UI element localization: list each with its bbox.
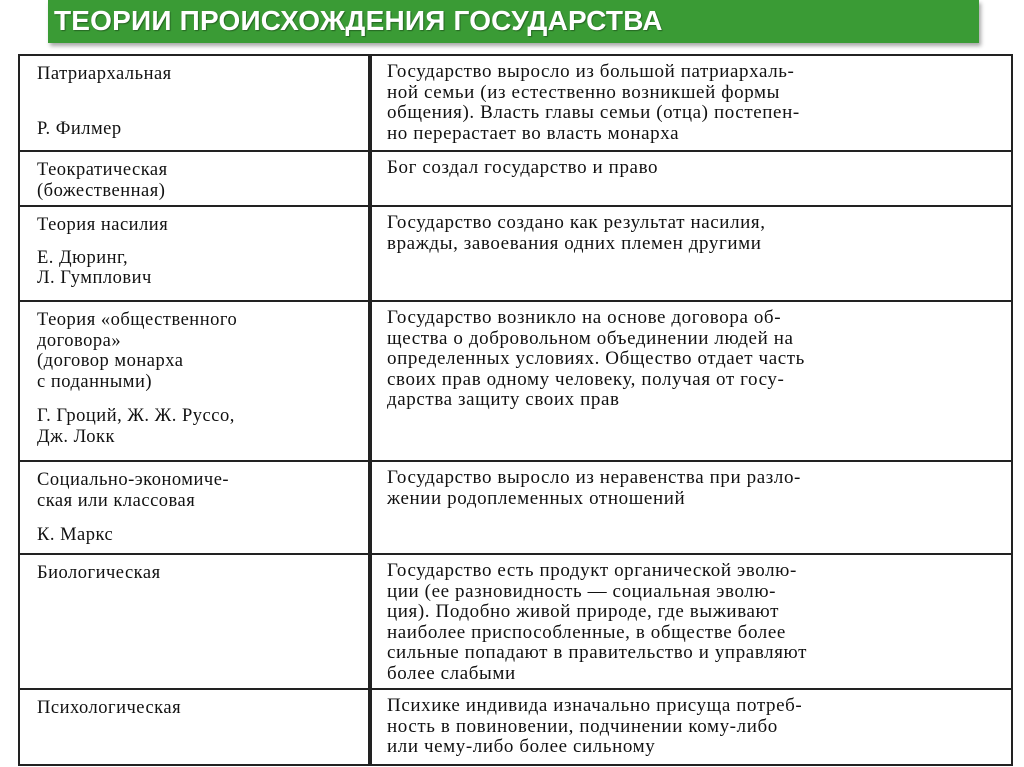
description-line: или чему-либо более сильному [387,736,656,757]
theory-author: Л. Гумплович [37,268,152,288]
description-line: ции (ее разновидность — социальная эволю- [387,580,777,602]
table-row [19,151,1012,206]
table-row [19,55,1012,151]
theory-author: Р. Филмер [37,118,122,139]
table-row [19,689,1012,765]
description-line: Государство возникло на основе договора об- [387,307,782,328]
title-banner [48,0,979,43]
theory-description-cell [369,55,1012,151]
description-line: Государство создано как результат насилия, [387,212,766,233]
table-row [19,461,1012,554]
theory-description-cell [369,554,1012,689]
description-line: ность в повиновении, подчинении кому-либо [387,715,778,737]
theory-name: ская или классовая [37,490,196,511]
description-line: Государство есть продукт органической эволю- [387,560,797,581]
theory-name: с поданными) [37,371,153,392]
page-title: ТЕОРИИ ПРОИСХОЖДЕНИЯ ГОСУДАРСТВА [54,5,663,36]
theory-name: (божественная) [37,180,166,201]
description-line: но перерастает во власть монарха [387,122,680,144]
theory-name: Теория насилия [37,215,169,235]
theory-description-cell [369,151,1012,206]
table-row [19,206,1012,301]
theory-name: (договор монарха [37,351,184,371]
theory-author: Г. Гроций, Ж. Ж. Руссо, [37,406,235,426]
description-line: жении родоплеменных отношений [387,487,686,509]
theory-name-cell [19,554,369,689]
theory-name: Патриархальная [37,64,172,84]
theory-description-cell [369,206,1012,301]
description-line: наиболее приспособленные, в обществе более [387,621,786,643]
theory-name: Социально-экономиче- [37,470,230,490]
theory-name-cell [19,461,369,554]
theory-name-cell [19,151,369,206]
description-line: ция). Подобно живой природе, где выживают [387,601,780,622]
theory-name-cell [19,55,369,151]
description-line: дарства защиту своих прав [387,389,620,410]
description-line: щества о добровольном объединении людей на [387,327,794,349]
table-row [19,554,1012,689]
description-line: вражды, завоевания одних племен другими [387,232,762,254]
theory-name: Теократическая [37,160,168,180]
description-line: Государство выросло из большой патриархаль- [387,61,795,82]
theory-name-cell [19,689,369,765]
description-line: Психике индивида изначально присуща потреб- [387,695,803,716]
description-line: определенных условиях. Общество отдает часть [387,348,805,369]
theory-authors [37,248,362,289]
description-line: более слабыми [387,662,516,684]
theory-name: договора» [37,330,122,351]
theories-table [18,54,1013,763]
theory-authors [37,406,362,447]
description-line: ной семьи (из естественно возникшей формы [387,81,781,103]
description-line: своих прав одному человеку, получая от госу- [387,368,785,390]
description-line: Бог создал государство и право [387,157,659,178]
theory-author: Е. Дюринг, [37,247,129,268]
description-line: Государство выросло из неравенства при разло- [387,467,801,488]
description-line: общения). Власть главы семьи (отца) постепен- [387,102,800,123]
theory-description-cell [369,689,1012,765]
theory-author: К. Маркс [37,525,114,545]
theory-name-cell [19,206,369,301]
description-line: сильные попадают в правительство и управляют [387,642,808,663]
theory-name: Биологическая [37,563,161,583]
theory-name-cell [19,301,369,461]
theory-description-cell [369,461,1012,554]
theory-author: Дж. Локк [37,426,115,447]
theory-name: Теория «общественного [37,310,238,330]
theory-description-cell [369,301,1012,461]
table-row [19,301,1012,461]
theory-name: Психологическая [37,698,182,718]
